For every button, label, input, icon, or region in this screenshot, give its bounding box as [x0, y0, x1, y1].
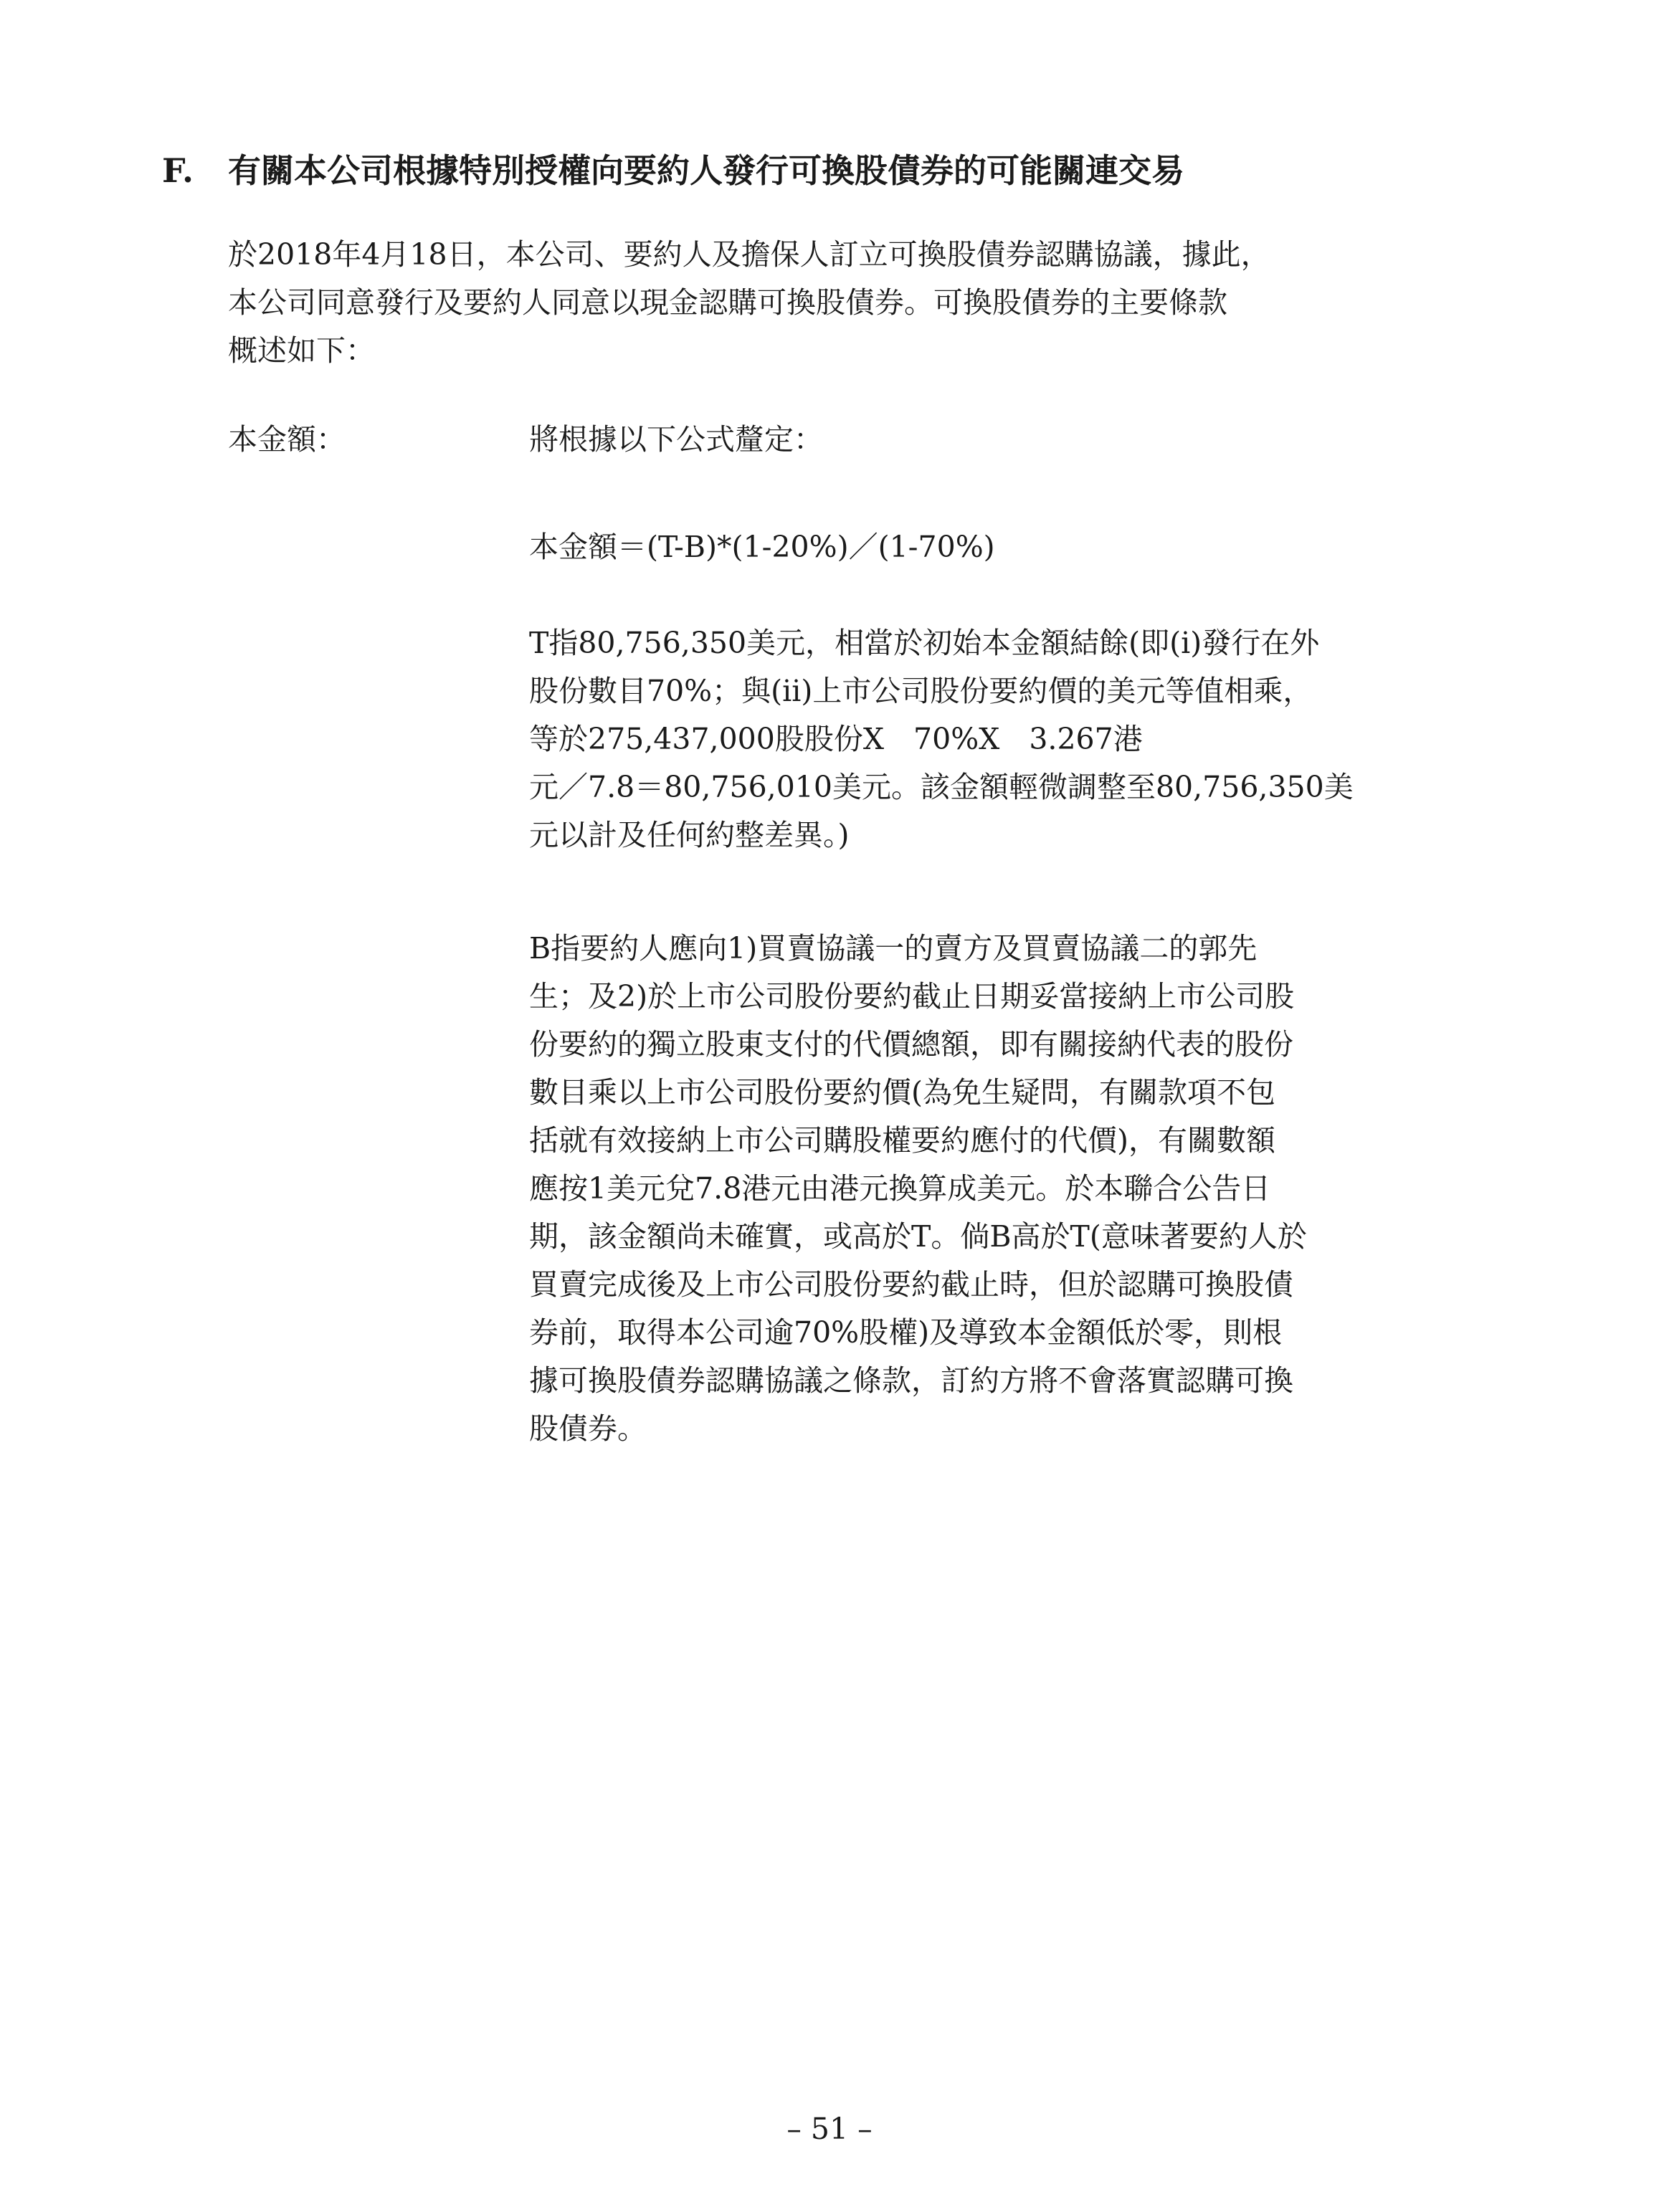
section-letter: F.: [162, 151, 194, 190]
intro-paragraph: [228, 231, 1518, 375]
definition-t-paragraph: [529, 619, 1518, 859]
page-number: – 51 –: [786, 2112, 873, 2146]
paragraph-line: 括就有效接納上市公司購股權要約應付的代價)，有關數額: [529, 1123, 1275, 1158]
paragraph-line: 生；及2)於上市公司股份要約截止日期妥當接納上市公司股: [529, 979, 1295, 1014]
paragraph-line: 應按1美元兌7.8港元由港元換算成美元。於本聯合公告日: [529, 1171, 1271, 1206]
paragraph-line: B指要約人應向1)買賣協議一的賣方及買賣協議二的郭先: [529, 931, 1258, 966]
paragraph-line: 等於275,437,000股股份X 70%X 3.267港: [529, 722, 1143, 756]
paragraph-line: 券前，取得本公司逾70%股權)及導致本金額低於零，則根: [529, 1315, 1283, 1350]
term-label: 本金額：: [228, 422, 346, 457]
paragraph-line: 股份數目70%；與(ii)上市公司股份要約價的美元等值相乘，: [529, 674, 1313, 708]
principal-formula: 本金額＝(T-B)*(1-20%)／(1-70%): [529, 530, 995, 564]
paragraph-line: 買賣完成後及上市公司股份要約截止時，但於認購可換股債: [529, 1267, 1293, 1302]
definition-b-paragraph: [529, 925, 1518, 1453]
paragraph-line: T指80,756,350美元，相當於初始本金額結餘(即(i)發行在外: [529, 626, 1320, 660]
intro-line: 概述如下：: [228, 333, 375, 368]
paragraph-line: 份要約的獨立股東支付的代價總額，即有關接納代表的股份: [529, 1027, 1293, 1062]
paragraph-line: 數目乘以上市公司股份要約價(為免生疑問，有關款項不包: [529, 1075, 1275, 1110]
paragraph-line: 元／7.8＝80,756,010美元。該金額輕微調整至80,756,350美: [529, 770, 1354, 804]
paragraph-line: 元以計及任何約整差異。): [529, 818, 850, 852]
section-title: 有關本公司根據特別授權向要約人發行可換股債券的可能關連交易: [228, 151, 1184, 190]
intro-line: 本公司同意發行及要約人同意以現金認購可換股債券。可換股債券的主要條款: [228, 285, 1227, 320]
paragraph-line: 股債券。: [529, 1411, 647, 1446]
paragraph-line: 期，該金額尚未確實，或高於T。倘B高於T(意味著要約人於: [529, 1219, 1307, 1254]
intro-line: 於2018年4月18日，本公司、要約人及擔保人訂立可換股債券認購協議，據此，: [228, 237, 1270, 272]
paragraph-line: 據可換股債券認購協議之條款，訂約方將不會落實認購可換: [529, 1363, 1293, 1398]
term-lead-text: 將根據以下公式釐定：: [529, 422, 823, 457]
section-heading: [162, 149, 1524, 192]
